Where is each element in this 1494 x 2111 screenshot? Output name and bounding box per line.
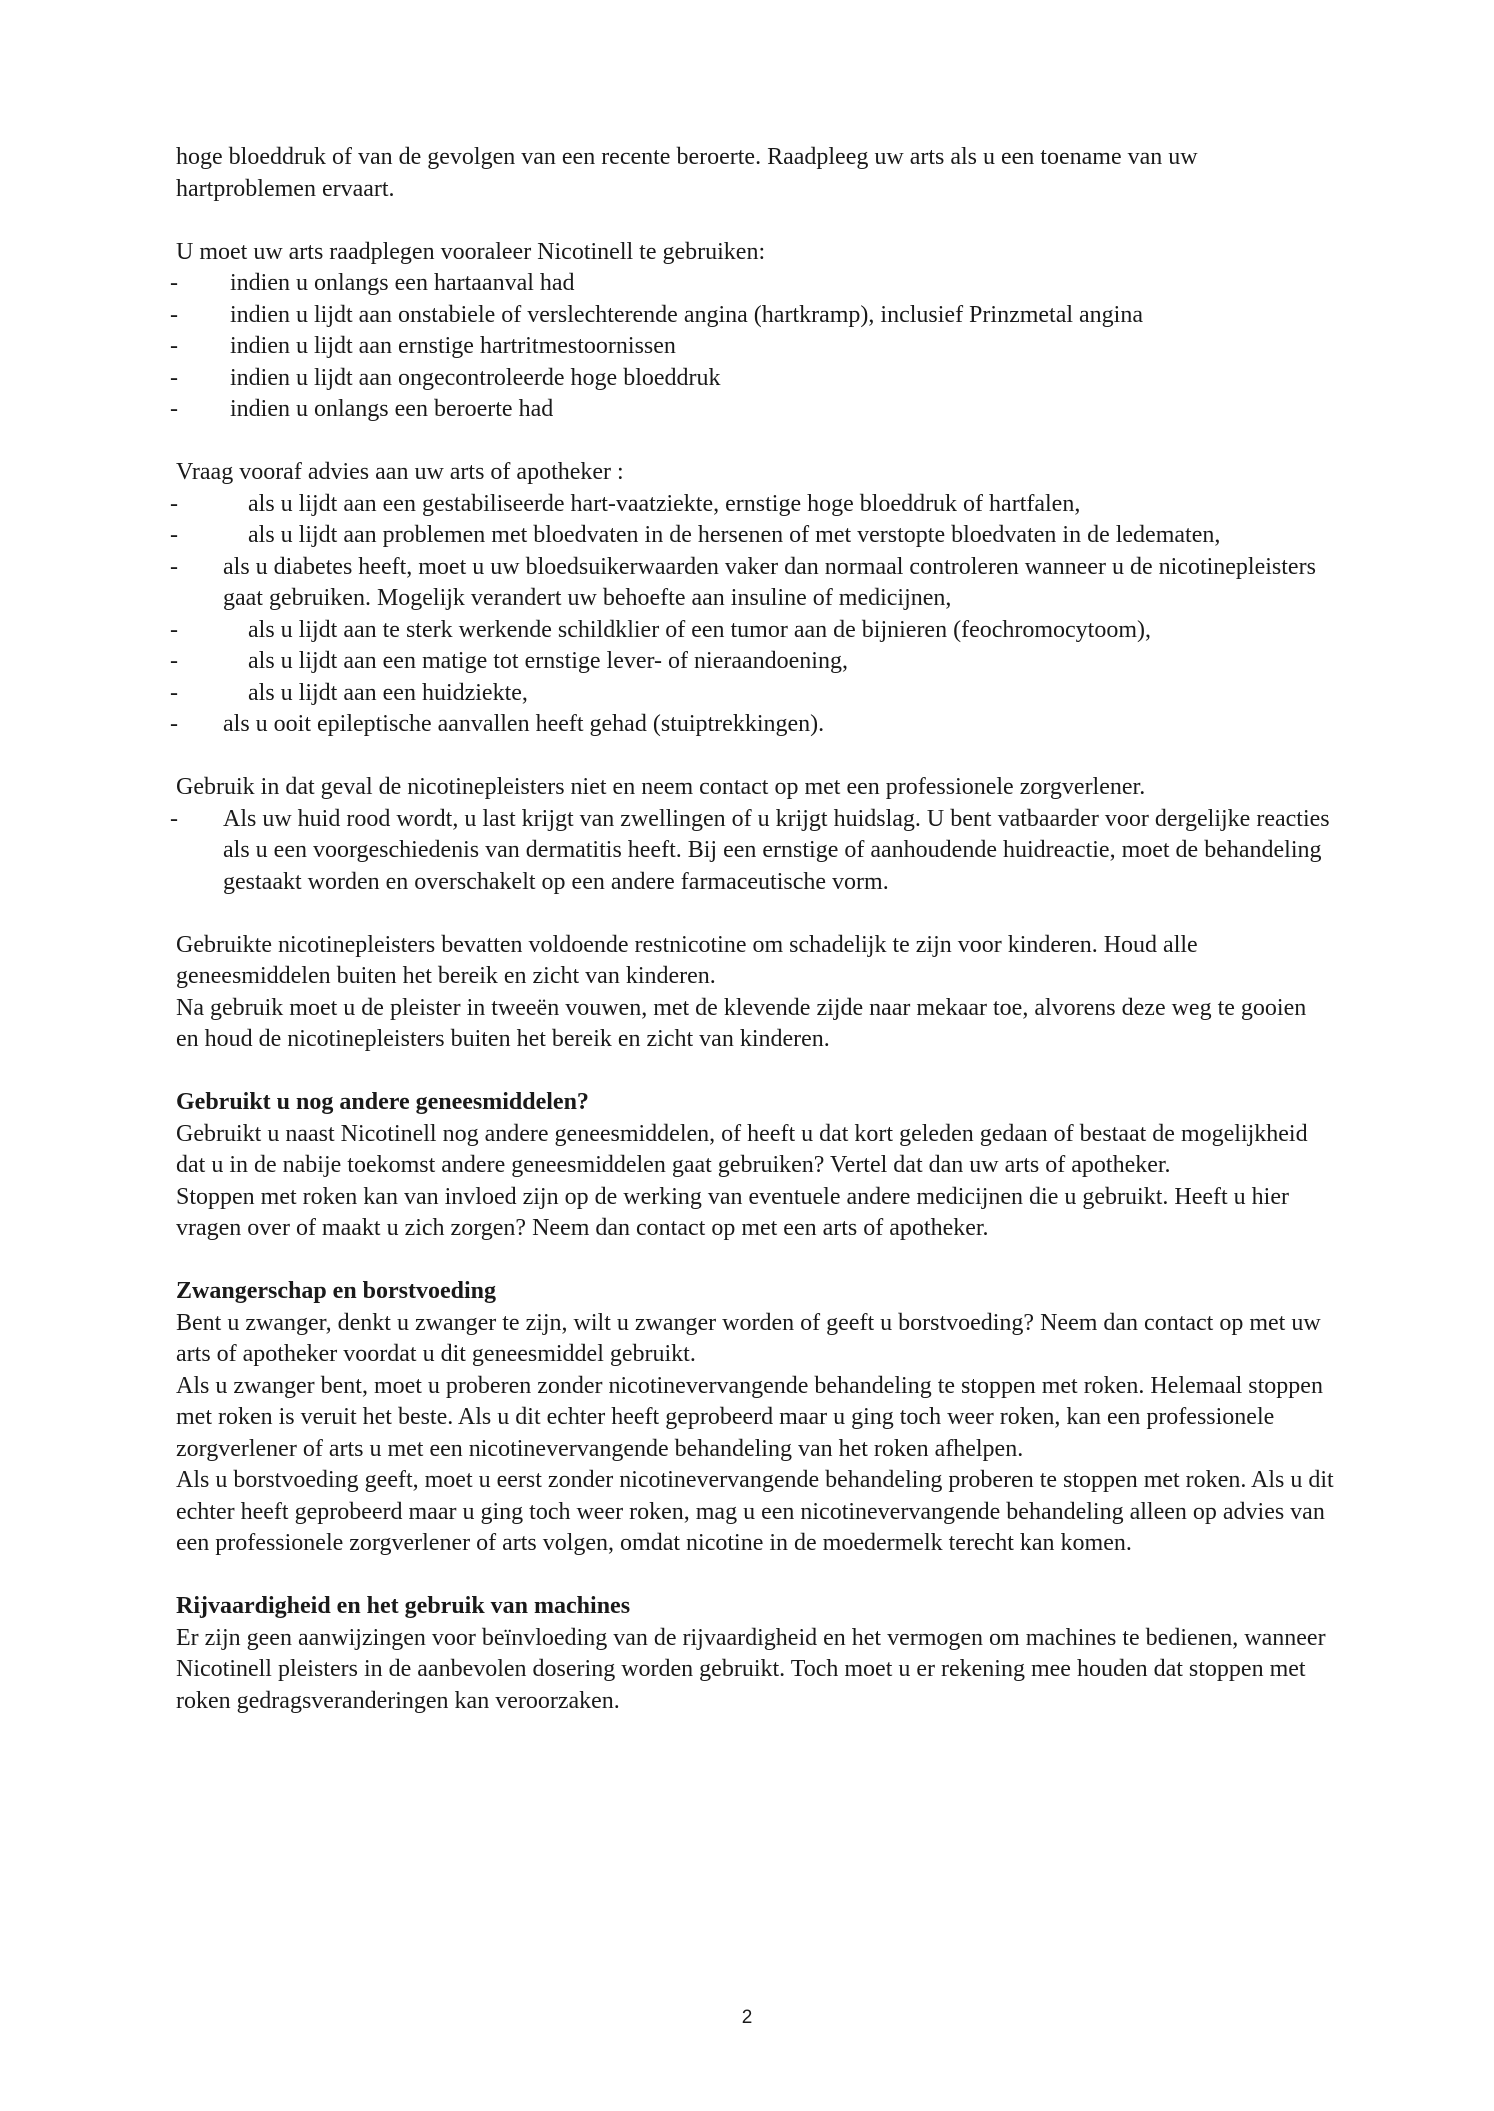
spacer (176, 1560, 1334, 1592)
list-consult-doctor (170, 268, 1334, 426)
dash-bullet: - (170, 301, 178, 328)
paragraph-heart-continuation: hoge bloeddruk of van de gevolgen van een recente beroerte. Raadpleeg uw arts als u een toename van uw hartproblemen ervaart. (176, 144, 1198, 202)
list-item: - als u lijdt aan een gestabiliseerde hart-vaatziekte, ernstige hoge bloeddruk of hartfalen, (176, 489, 1334, 521)
page-number: 2 (741, 2007, 753, 2028)
spacer (176, 1056, 1334, 1088)
spacer (176, 1245, 1334, 1277)
list-skin-reaction (170, 804, 1334, 899)
dash-bullet: - (170, 490, 178, 517)
list-item: - indien u onlangs een beroerte had (176, 394, 1334, 426)
list-item: - als u diabetes heeft, moet u uw bloedsuikerwaarden vaker dan normaal controleren wanneer u de nicotinepleisters gaat gebruiken. Mogelijk verandert uw behoefte aan insuline of medicijnen, (170, 553, 1316, 611)
list-item: - indien u lijdt aan onstabiele of verslechterende angina (hartkramp), inclusief Prinzmetal angina (176, 300, 1334, 332)
spacer (176, 898, 1334, 930)
paragraph-used-patches-children: Gebruikte nicotinepleisters bevatten voldoende restnicotine om schadelijk te zijn voor kinderen. Houd alle geneesmiddelen buiten het bereik en zicht van kinderen. (176, 931, 1198, 989)
list-item: - als u lijdt aan problemen met bloedvaten in de hersenen of met verstopte bloedvaten in de ledematen, (176, 520, 1334, 552)
dash-bullet: - (170, 270, 178, 296)
spacer (176, 741, 1334, 773)
paragraph-stop-smoking-effect: Stoppen met roken kan van invloed zijn op de werking van eventuele andere medicijnen die u gebruikt. Heeft u hier vragen over of maakt u zich zorgen? Neem dan contact op met een arts of apotheker. (176, 1183, 1289, 1241)
list-item: - indien u lijdt aan ongecontroleerde hoge bloeddruk (176, 363, 1334, 395)
paragraph-other-medicines: Gebruikt u naast Nicotinell nog andere geneesmiddelen, of heeft u dat kort geleden gedaan of bestaat de mogelijkheid dat u in de nabije toekomst andere geneesmiddelen gaat gebruiken? Vertel dat dan uw arts of apotheker. (176, 1120, 1308, 1178)
list-item: - als u lijdt aan een huidziekte, (176, 678, 1334, 710)
paragraph-fold-patch: Na gebruik moet u de pleister in tweeën vouwen, met de klevende zijde naar mekaar toe, alvorens deze weg te gooien en houd de nicotinepleisters buiten het bereik en zicht van kinderen. (176, 994, 1307, 1052)
paragraph-driving-machines: Er zijn geen aanwijzingen voor beïnvloeding van de rijvaardigheid en het vermogen om machines te bedienen, wanneer Nicotinell pleisters in de aanbevolen dosering worden gebruikt. Toch moet u er rekening mee houden dat stoppen met roken gedragsveranderingen kan veroorzaken. (176, 1624, 1326, 1714)
list-item: - als u lijdt aan te sterk werkende schildklier of een tumor aan de bijnieren (feochromocytoom), (176, 615, 1334, 647)
dash-bullet: - (170, 522, 178, 548)
paragraph-pregnancy-contact: Bent u zwanger, denkt u zwanger te zijn, wilt u zwanger worden of geeft u borstvoeding? Neem dan contact op met uw arts of apotheker voordat u dit geneesmiddel gebruikt. (176, 1309, 1321, 1367)
paragraph-ask-advice-intro: Vraag vooraf advies aan uw arts of apotheker : (176, 459, 624, 485)
heading-driving-machines: Rijvaardigheid en het gebruik van machines (176, 1593, 631, 1619)
list-ask-advice (170, 489, 1334, 741)
list-item: - indien u onlangs een hartaanval had (176, 268, 1334, 300)
list-item: - als u ooit epileptische aanvallen heeft gehad (stuiptrekkingen). (176, 709, 1334, 741)
dash-bullet: - (170, 553, 178, 580)
list-item: - indien u lijdt aan ernstige hartritmestoornissen (176, 331, 1334, 363)
list-item: - Als uw huid rood wordt, u last krijgt van zwellingen of u krijgt huidslag. U bent vatbaarder voor dergelijke reacties als u een voorgeschiedenis van dermatitis heeft. Bij een ernstige of aanhoudende huidreactie, moet de behandeling gestaakt worden en overschakelt op een andere farmaceutische vorm. (170, 805, 1330, 895)
dash-bullet: - (170, 616, 178, 643)
paragraph-pregnancy-stop: Als u zwanger bent, moet u proberen zonder nicotinevervangende behandeling te stoppen met roken. Helemaal stoppen met roken is veruit het beste. Als u dit echter heeft geprobeerd maar u ging toch weer roken, kan een professionele zorgverlener of arts u met een nicotinevervangende behandeling van het roken afhelpen. (176, 1372, 1323, 1462)
heading-pregnancy: Zwangerschap en borstvoeding (176, 1278, 497, 1304)
dash-bullet: - (170, 364, 178, 391)
dash-bullet: - (170, 333, 178, 359)
spacer (176, 426, 1334, 458)
list-item: - als u lijdt aan een matige tot ernstige lever- of nieraandoening, (176, 646, 1334, 678)
dash-bullet: - (170, 805, 178, 832)
spacer (176, 205, 1334, 237)
heading-other-medicines: Gebruikt u nog andere geneesmiddelen? (176, 1089, 589, 1115)
dash-bullet: - (170, 711, 178, 737)
paragraph-breastfeeding: Als u borstvoeding geeft, moet u eerst zonder nicotinevervangende behandeling proberen te stoppen met roken. Als u dit echter heeft geprobeerd maar u ging toch weer roken, mag u een nicotinevervangende behandeling alleen op advies van een professionele zorgverlener of arts volgen, omdat nicotine in de moedermelk terecht kan komen. (176, 1467, 1334, 1556)
dash-bullet: - (170, 679, 178, 706)
dash-bullet: - (170, 648, 178, 674)
paragraph-consult-doctor-intro: U moet uw arts raadplegen vooraleer Nicotinell te gebruiken: (176, 238, 766, 265)
dash-bullet: - (170, 396, 178, 422)
paragraph-contact-professional: Gebruik in dat geval de nicotinepleisters niet en neem contact op met een professionele zorgverlener. (176, 774, 1146, 800)
